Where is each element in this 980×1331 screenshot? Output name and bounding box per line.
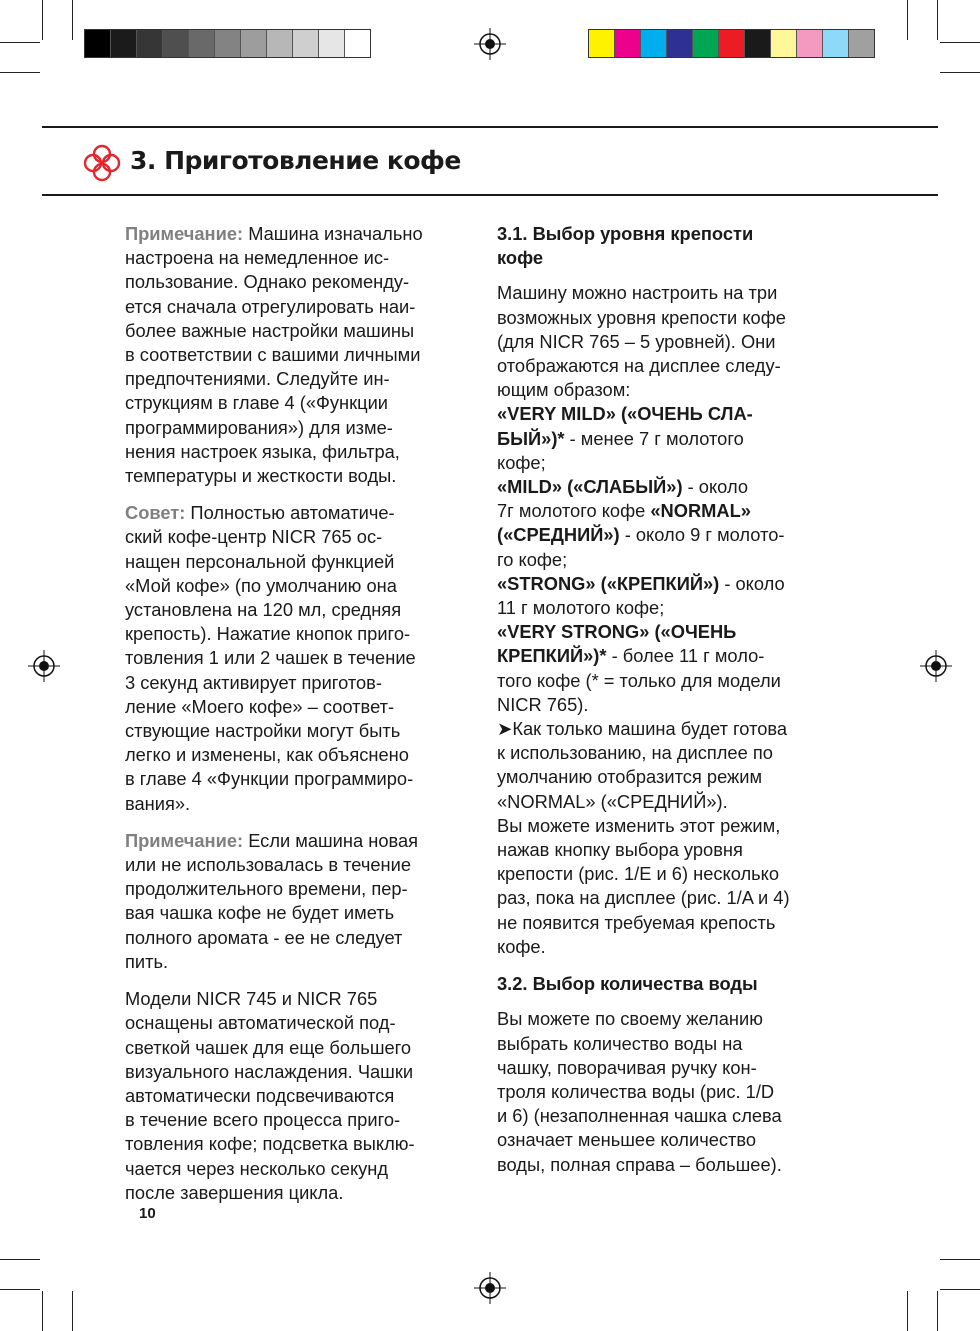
note-label: Примечание:: [125, 223, 244, 244]
strength-name: «NORMAL»: [650, 500, 751, 522]
arrow-icon: ➤: [497, 718, 513, 740]
text-line: продолжительного времени, пер-: [125, 878, 408, 900]
color-swatch: [214, 30, 240, 57]
crop-mark: [0, 1289, 40, 1290]
text-line: вая чашка кофе не будет иметь: [125, 902, 395, 924]
text-line: [497, 596, 837, 620]
text-line: ется сначала отрегулировать наи-: [125, 295, 416, 317]
color-swatch: [822, 30, 848, 57]
crop-mark: [907, 1291, 908, 1331]
text-segment: Если машина новая: [243, 829, 419, 851]
text-line: [497, 499, 837, 523]
color-swatch: [692, 30, 718, 57]
text-line: (для NICR 765 – 5 уровней). Они: [497, 330, 776, 352]
text-line: означает меньшее количество: [497, 1129, 757, 1151]
color-swatch: [614, 30, 640, 57]
color-swatch: [292, 30, 318, 57]
header-top-rule: [42, 126, 938, 128]
text-line: в соответствии с вашими личными: [125, 344, 421, 366]
chapter-title: 3. Приготовление кофе: [130, 146, 461, 175]
text-line: ющим образом:: [497, 379, 631, 401]
grayscale-calibration-bar: [84, 29, 371, 58]
text-line: настроена на немедленное ис-: [125, 247, 390, 269]
text-line: струкциям в главе 4 («Функции: [125, 392, 389, 414]
crop-mark: [940, 1289, 980, 1290]
text-line: или не использовалась в течение: [125, 854, 412, 876]
text-line: «Мой кофе» (по умолчанию она: [125, 574, 397, 596]
text-line: «NORMAL» («СРЕДНИЙ»).: [497, 790, 728, 812]
text-line: [497, 475, 837, 499]
text-line: кофе: [497, 247, 543, 269]
page-number: 10: [139, 1205, 156, 1222]
text-segment: того кофе (* = только для модели: [497, 669, 781, 691]
strength-name: («СРЕДНИЙ»): [497, 524, 620, 546]
text-line: оснащены автоматической под-: [125, 1012, 396, 1034]
text-line: отображаются на дисплее следу-: [497, 355, 781, 377]
text-segment: - более 11 г моло-: [606, 645, 765, 667]
text-line: не появится требуемая крепость: [497, 911, 776, 933]
strength-list: [497, 402, 837, 717]
text-line: крепость). Нажатие кнопок приго-: [125, 623, 411, 645]
text-line: [125, 501, 465, 525]
right-column: [497, 222, 837, 1177]
header-bottom-rule: [42, 194, 938, 196]
text-line: воды, полная справа – большее).: [497, 1153, 782, 1175]
tip-label: Совет:: [125, 502, 186, 524]
text-line: нения настроек языка, фильтра,: [125, 440, 400, 462]
text-line: [125, 829, 465, 853]
text-line: выбрать количество воды на: [497, 1032, 743, 1054]
text-line: крепости (рис. 1/E и 6) несколько: [497, 863, 780, 885]
crop-mark: [72, 0, 73, 40]
text-line: умолчанию отобразится режим: [497, 766, 763, 788]
text-line: ствующие настройки могут быть: [125, 720, 401, 742]
registration-mark-icon: [28, 650, 60, 682]
text-segment: - около: [719, 572, 785, 594]
text-line: вания».: [125, 792, 191, 814]
text-line: светкой чашек для еще большего: [125, 1036, 412, 1058]
color-swatch: [110, 30, 136, 57]
color-swatch: [318, 30, 344, 57]
left-column: [125, 222, 465, 1205]
text-segment: Как только машина будет готова: [512, 718, 788, 740]
text-segment: го кофе;: [497, 548, 568, 570]
text-line: полного аромата - ее не следует: [125, 926, 403, 948]
flower-logo-icon: [82, 143, 122, 183]
text-line: легко и изменены, как объяснено: [125, 744, 409, 766]
text-line: нажав кнопку выбора уровня: [497, 839, 743, 861]
text-line: ление «Моего кофе» – соответ-: [125, 695, 395, 717]
text-line: чается через несколько секунд: [125, 1157, 389, 1179]
intro-paragraph: [497, 281, 837, 402]
models-paragraph: [125, 987, 465, 1205]
text-segment: 7г молотого кофе: [497, 500, 651, 522]
registration-mark-icon: [474, 28, 506, 60]
text-line: [125, 222, 465, 246]
text-line: [497, 451, 837, 475]
text-line: [497, 572, 837, 596]
text-line: троля количества воды (рис. 1/D: [497, 1080, 775, 1102]
ready-paragraph: [497, 717, 837, 959]
text-line: [497, 402, 837, 426]
text-line: к использованию, на дисплее по: [497, 742, 773, 764]
color-swatch: [718, 30, 744, 57]
text-line: в главе 4 «Функции программиро-: [125, 768, 414, 790]
color-swatch: [85, 30, 110, 57]
text-line: [497, 523, 837, 547]
text-line: и 6) (незаполненная чашка слева: [497, 1105, 782, 1127]
text-line: Вы можете по своему желанию: [497, 1008, 763, 1030]
text-line: [497, 644, 837, 668]
color-swatch: [136, 30, 162, 57]
text-line: товления 1 или 2 чашек в течение: [125, 647, 416, 669]
text-line: раз, пока на дисплее (рис. 1/A и 4): [497, 887, 790, 909]
water-paragraph: [497, 1007, 837, 1176]
color-swatch: [770, 30, 796, 57]
color-swatch: [744, 30, 770, 57]
color-swatch: [162, 30, 188, 57]
color-calibration-bar: [588, 29, 875, 58]
text-line: Вы можете изменить этот режим,: [497, 814, 781, 836]
color-swatch: [240, 30, 266, 57]
strength-name: КРЕПКИЙ»)*: [497, 645, 607, 667]
text-segment: NICR 765).: [497, 693, 589, 715]
text-segment: кофе;: [497, 451, 546, 473]
crop-mark: [0, 72, 40, 73]
text-segment: - около: [682, 476, 748, 498]
text-line: программирования») для изме-: [125, 416, 393, 438]
crop-mark: [937, 1291, 938, 1331]
registration-mark-icon: [474, 1272, 506, 1304]
text-line: [497, 620, 837, 644]
note-paragraph: [125, 222, 465, 488]
text-line: товления кофе; подсветка выклю-: [125, 1133, 415, 1155]
text-line: [497, 717, 837, 741]
text-line: Машину можно настроить на три: [497, 282, 778, 304]
note-paragraph: [125, 829, 465, 974]
text-segment: - менее 7 г молотого: [564, 427, 744, 449]
crop-mark: [0, 1259, 40, 1260]
text-line: установлена на 120 мл, средняя: [125, 599, 402, 621]
note-label: Примечание:: [125, 829, 244, 851]
text-line: возможных уровня крепости кофе: [497, 306, 786, 328]
color-swatch: [796, 30, 822, 57]
color-swatch: [266, 30, 292, 57]
strength-name: «STRONG» («КРЕПКИЙ»): [497, 572, 720, 594]
color-swatch: [188, 30, 214, 57]
text-line: 3.1. Выбор уровня крепости: [497, 223, 754, 244]
color-swatch: [848, 30, 874, 57]
text-line: кофе.: [497, 935, 546, 957]
text-line: пользование. Однако рекоменду-: [125, 271, 410, 293]
text-line: в течение всего процесса приго-: [125, 1109, 401, 1131]
text-line: [497, 669, 837, 693]
text-line: [497, 427, 837, 451]
strength-name: «VERY STRONG» («ОЧЕНЬ: [497, 621, 737, 643]
crop-mark: [72, 1291, 73, 1331]
text-line: 3 секунд активирует приготов-: [125, 671, 382, 693]
text-line: пить.: [125, 950, 169, 972]
tip-paragraph: [125, 501, 465, 816]
crop-mark: [0, 42, 40, 43]
strength-name: «VERY MILD» («ОЧЕНЬ СЛА-: [497, 403, 753, 425]
color-swatch: [666, 30, 692, 57]
crop-mark: [940, 72, 980, 73]
crop-mark: [940, 1259, 980, 1260]
registration-mark-icon: [920, 650, 952, 682]
text-line: автоматически подсвечиваются: [125, 1084, 395, 1106]
text-line: визуального наслаждения. Чашки: [125, 1060, 414, 1082]
text-segment: 11 г молотого кофе;: [497, 597, 665, 619]
crop-mark: [937, 0, 938, 40]
text-segment: - около 9 г молото-: [619, 524, 785, 546]
crop-mark: [907, 0, 908, 40]
crop-mark: [42, 1291, 43, 1331]
text-line: нащен персональной функцией: [125, 550, 395, 572]
crop-mark: [940, 42, 980, 43]
crop-mark: [42, 0, 43, 40]
text-line: предпочтениями. Следуйте ин-: [125, 368, 390, 390]
text-line: [497, 548, 837, 572]
text-line: после завершения цикла.: [125, 1181, 344, 1203]
text-line: чашку, поворачивая ручку кон-: [497, 1056, 757, 1078]
text-line: ский кофе-центр NICR 765 ос-: [125, 526, 383, 548]
text-line: [497, 693, 837, 717]
text-line: температуры и жесткости воды.: [125, 465, 397, 487]
text-line: более важные настройки машины: [125, 319, 415, 341]
color-swatch: [344, 30, 370, 57]
strength-name: «MILD» («СЛАБЫЙ»): [497, 476, 683, 498]
color-swatch: [640, 30, 666, 57]
strength-name: БЫЙ»)*: [497, 427, 565, 449]
text-segment: Машина изначально: [243, 223, 423, 244]
section-heading: [497, 222, 837, 270]
text-segment: Полностью автоматиче-: [185, 502, 395, 524]
section-heading: 3.2. Выбор количества воды: [497, 973, 758, 995]
text-line: Модели NICR 745 и NICR 765: [125, 988, 378, 1010]
color-swatch: [589, 30, 614, 57]
